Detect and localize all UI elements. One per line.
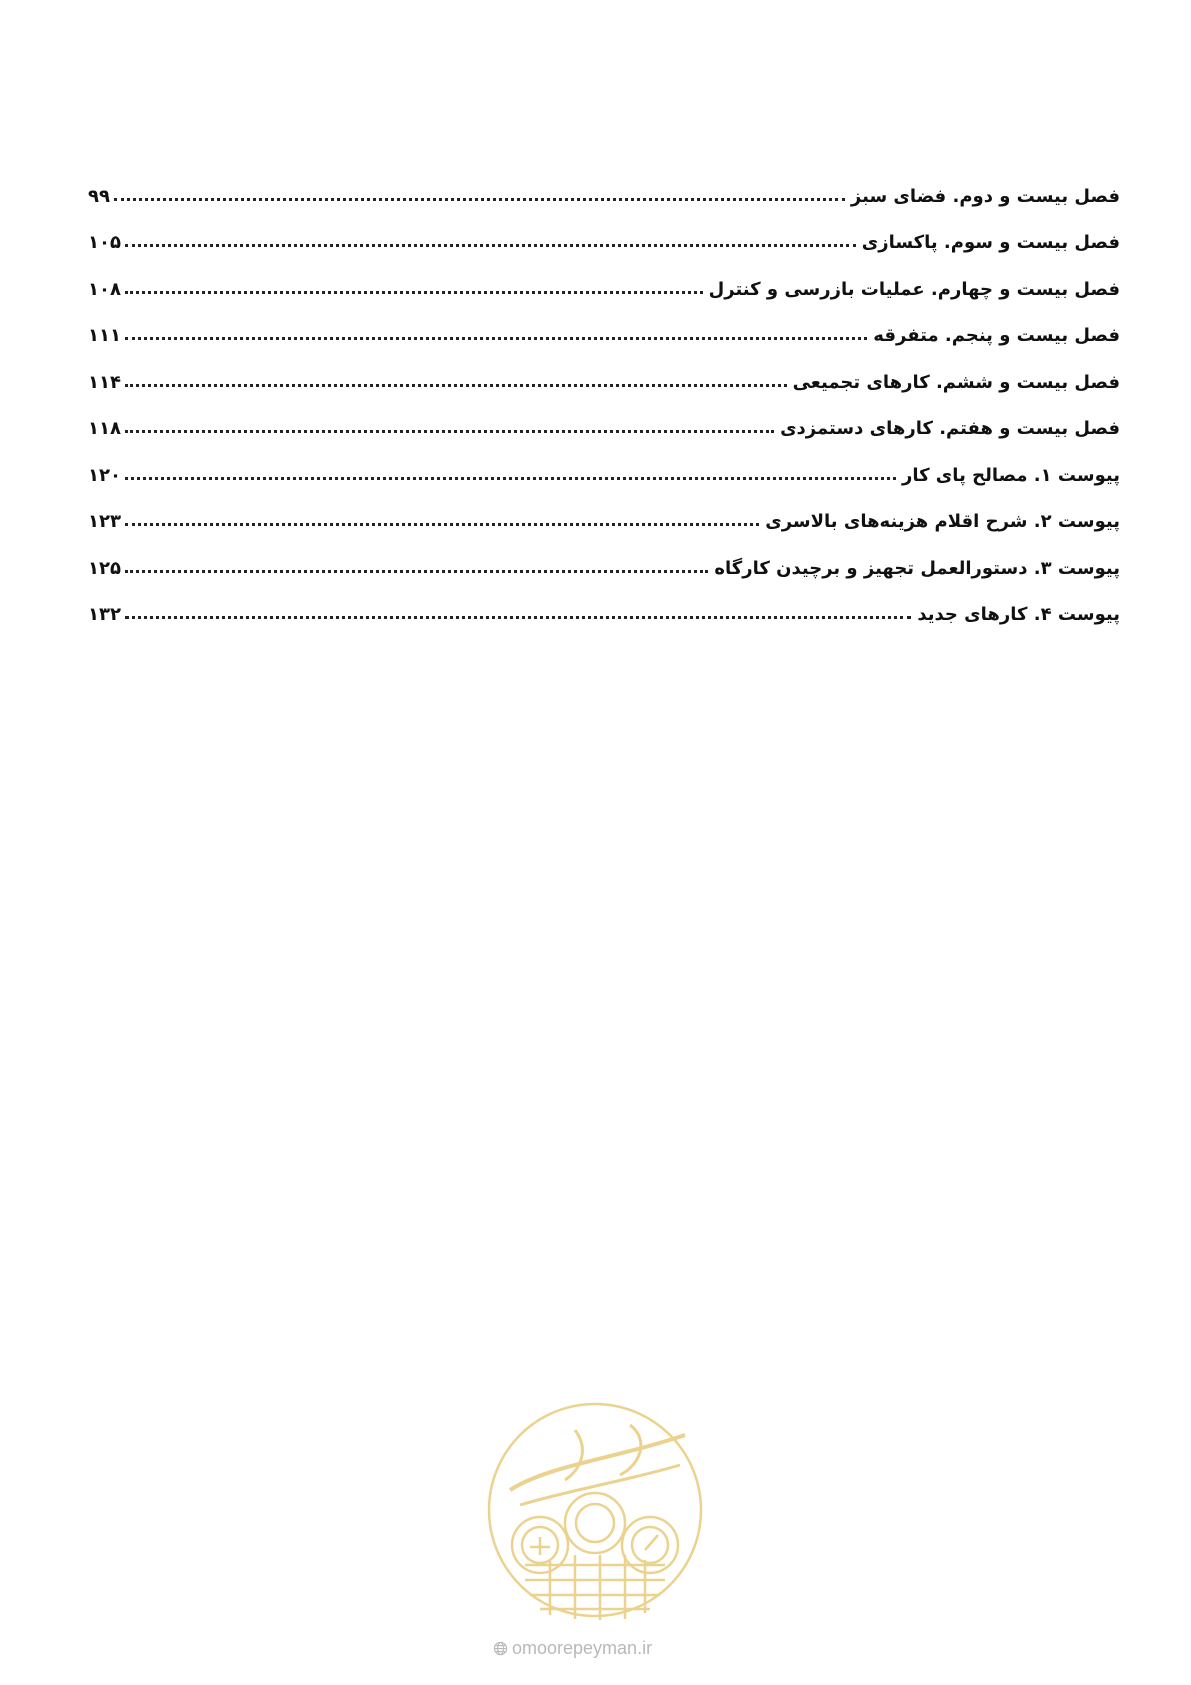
toc-leader-dots — [125, 616, 911, 619]
toc-leader-dots — [125, 477, 896, 480]
toc-leader-dots — [125, 244, 856, 247]
toc-page-number: ۹۹ — [88, 185, 110, 207]
table-of-contents — [88, 160, 1120, 625]
logo-seal — [480, 1395, 710, 1625]
toc-row[interactable] — [88, 486, 1120, 533]
site-url: omoorepeyman.ir — [512, 1638, 653, 1658]
toc-leader-dots — [125, 430, 774, 433]
toc-title: پیوست ۲. شرح اقلام هزینه‌های بالاسری — [765, 511, 1120, 532]
toc-row[interactable] — [88, 160, 1120, 207]
toc-page-number: ۱۰۵ — [88, 232, 121, 253]
toc-page-number: ۱۲۰ — [88, 464, 121, 486]
toc-page-number: ۱۳۲ — [88, 604, 121, 625]
watermark-logo — [480, 1395, 710, 1625]
toc-row[interactable] — [88, 579, 1120, 626]
toc-row[interactable] — [88, 300, 1120, 347]
toc-title: فصل بیست و پنجم. متفرقه — [873, 325, 1120, 346]
toc-row[interactable] — [88, 253, 1120, 300]
toc-title: فصل بیست و چهارم. عملیات بازرسی و کنترل — [708, 278, 1120, 300]
toc-page-number: ۱۱۱ — [88, 325, 121, 346]
toc-page-number: ۱۱۴ — [88, 371, 121, 393]
toc-row[interactable] — [88, 439, 1120, 486]
toc-leader-dots — [125, 384, 787, 387]
toc-title: فصل بیست و ششم. کارهای تجمیعی — [792, 371, 1120, 393]
toc-page-number: ۱۲۵ — [88, 557, 121, 579]
toc-page-number: ۱۱۸ — [88, 418, 121, 439]
toc-title: پیوست ۴. کارهای جدید — [917, 604, 1120, 625]
toc-title: فصل بیست و سوم. پاکسازی — [861, 232, 1120, 253]
toc-row[interactable] — [88, 393, 1120, 440]
toc-page-number: ۱۰۸ — [88, 278, 121, 300]
toc-page-number: ۱۲۳ — [88, 511, 121, 532]
globe-icon — [493, 1641, 508, 1656]
toc-leader-dots — [125, 523, 759, 526]
toc-row[interactable] — [88, 346, 1120, 393]
toc-title: پیوست ۳. دستورالعمل تجهیز و برچیدن کارگاه — [714, 557, 1120, 579]
toc-leader-dots — [125, 570, 708, 573]
toc-title: فصل بیست و هفتم. کارهای دستمزدی — [780, 418, 1120, 439]
toc-title: فصل بیست و دوم. فضای سبز — [850, 185, 1120, 207]
toc-row[interactable] — [88, 207, 1120, 254]
toc-leader-dots — [125, 291, 703, 294]
toc-title: پیوست ۱. مصالح پای کار — [901, 464, 1120, 486]
toc-leader-dots — [125, 337, 867, 340]
toc-leader-dots — [114, 198, 845, 201]
watermark-site[interactable] — [493, 1638, 703, 1659]
toc-row[interactable] — [88, 532, 1120, 579]
